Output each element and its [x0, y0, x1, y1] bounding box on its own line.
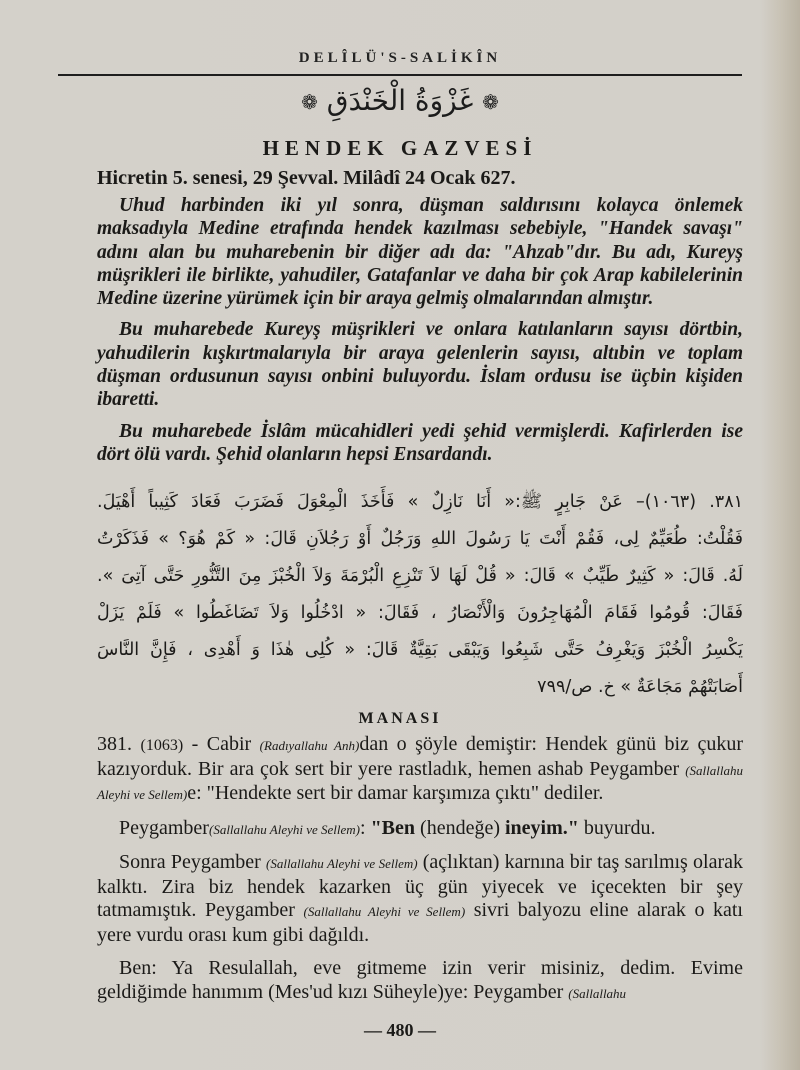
text-span: : [360, 816, 371, 839]
hadith-arabic-text [97, 484, 743, 706]
meaning-paragraph [97, 733, 743, 807]
arabic-line: فَقَالَ: قُومُوا فَقَامَ الْمُهَاجِرُونَ وَالْأَنْصَارُ ، فَقَالَ: « ادْخُلُوا وَلاَ تَضَاغَطُوا » فَلَمْ يَزَلْ [97, 603, 743, 623]
meaning-paragraph [97, 957, 743, 1005]
hadith-number: 381. [97, 733, 141, 755]
text-span: - Cabir [183, 733, 260, 755]
arabic-chapter-title [200, 84, 600, 117]
ornament-icon: ❁ [482, 90, 499, 114]
meaning-paragraph [97, 851, 743, 947]
chapter-title: HENDEK GAZVESİ [262, 136, 538, 160]
intro-paragraph: Bu muharebede İslâm mücahidleri yedi şehid vermişlerdi. Kafirlerden ise dört ölü vardı. Şehid olanların hepsi Ensardandı. [97, 420, 743, 465]
intro-paragraph: Bu muharebede Kureyş müşrikleri ve onlara katılanların sayısı dörtbin, yahudilerin kışkırtmalarıyla bir araya gelenlerin sayısı, altıbin ve toplam düşman ordusunun sayısı onbini buluyordu. İslam ordusu ise üçbin kişiden ibaretti. [97, 319, 743, 411]
text-span: (açlıktan) karnına bir taş sarılmış olarak kalktı. Zira biz hendek kazarken üç gün yiyecek ve içecekten bir şey tatmamıştık. Peygamber [97, 851, 743, 921]
arabic-line: لَهُ. قَالَ: « كَثِيرٌ طَيِّبٌ » قَالَ: « قُلْ لَهَا لاَ تَنْزِعِ الْبُرْمَةَ وَلاَ الْخُبْزَ مِنَ التَّنُّورِ حَتَّى آتِىَ ». [97, 566, 743, 586]
header-rule [58, 74, 742, 76]
honorific: (Sallallahu Aleyhi ve Sellem) [303, 904, 466, 919]
arabic-line: يَكْسِرُ الْخُبْزَ وَيَغْرِفُ حَتَّى شَبِعُوا وَيَبْقَى بَقِيَّةٌ قَالَ: « كُلِى هٰذَا وَ أَهْدِى ، فَإِنَّ النَّاسَ [97, 640, 743, 660]
honorific: (Sallallahu Aleyhi ve Sellem) [266, 856, 418, 871]
section-heading-manasi: MANASI [358, 710, 442, 727]
honorific: (Sallallahu Aleyhi ve Sellem) [97, 762, 743, 802]
bold-quote: ineyim." [504, 816, 579, 839]
text-span: Sonra Peygamber [119, 851, 266, 873]
arabic-line: ٣٨١. (١٠٦٣)– عَنْ جَابِرٍ ﷺ:« أَنَا نَازِلٌ » فَأَخَذَ الْمِعْوَلَ فَضَرَبَ فَعَادَ كَثِيباً أَهْيَلَ. [97, 492, 743, 512]
honorific: (Radıyallahu Anh) [259, 738, 360, 753]
text-span: sivri balyozu eline alarak o katı yere vurdu orası kum gibi dağıldı. [97, 899, 743, 946]
arabic-title-text: غَزْوَةُ الْخَنْدَقِ [326, 84, 474, 117]
bold-quote: "Ben [370, 816, 416, 839]
intro-section [97, 194, 743, 466]
text-span: buyurdu. [578, 816, 656, 839]
text-span: Peygamber [119, 816, 209, 839]
honorific: (Sallallahu Aleyhi ve Sellem) [208, 821, 361, 837]
text-span: Ben: Ya Resulallah, eve gitmeme izin verir misiniz, dedim. Evime geldiğimde hanımım (Mes'ud kızı Süheyle)ye: Peygamber [97, 957, 743, 1003]
arabic-line: فَقُلْتُ: طُعَيِّمٌ لِى، فَقُمْ أَنْتَ يَا رَسُولَ اللهِ وَرَجُلٌ أَوْ رَجُلاَنِ قَالَ: « كَمْ هُوَ؟ » فَذَكَرْتُ [97, 529, 743, 549]
text-span: e: "Hendekte sert bir damar karşımıza çıktı" dediler. [187, 782, 604, 804]
hadith-ref-number: (1063) [140, 737, 184, 754]
date-line: Hicretin 5. senesi, 29 Şevval. Milâdî 24 Ocak 627. [97, 167, 516, 189]
intro-paragraph: Uhud harbinden iki yıl sonra, düşman saldırısını kolayca önlemek maksadıyla Medine etrafında hendek kazılması sebebiyle, "Handek savaşı" adını alan bu muharebenin bir diğer adı da: "Ahzab"dır. Bu adı, Kureyş müşrikleri ile birlikte, yahudiler, Gatafanlar ve daha bir çok Arap kabilelerinin Medine üzerine yürümek için bir araya gelmiş olmalarından almıştır. [97, 195, 743, 310]
ornament-icon: ❁ [301, 90, 318, 114]
page-number: — 480 — [364, 1020, 436, 1040]
arabic-line: أَصَابَتْهُمْ مَجَاعَةٌ » خ. ص/٧٩٩ [537, 677, 743, 697]
honorific: (Sallallahu [568, 985, 627, 1001]
running-header: DELÎLÜ'S-SALİKÎN [298, 50, 502, 66]
text-span: dan o şöyle demiştir: Hendek günü biz çukur kazıyorduk. Bir ara çok sert bir yere rastladık, hemen ashab Peygamber [97, 733, 744, 780]
meaning-section [97, 733, 743, 1005]
meaning-paragraph [97, 817, 743, 842]
text-span: (hendeğe) [415, 816, 505, 839]
